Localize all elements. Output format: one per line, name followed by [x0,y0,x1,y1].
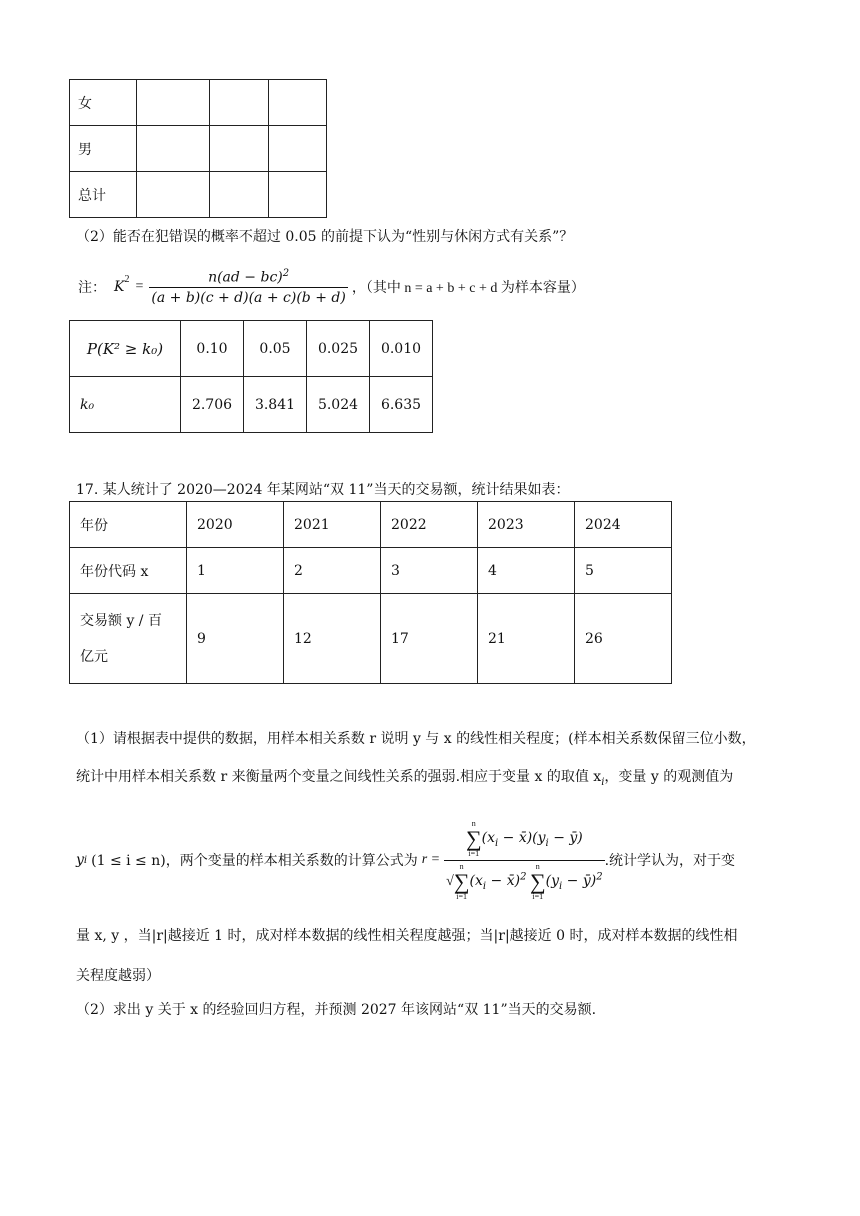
table-cell [137,126,210,172]
year-cell: 2024 [575,502,672,548]
critical-value-table [69,320,433,433]
k-value: 6.635 [370,377,433,433]
gender-row-label: 女 [70,80,137,126]
part-1-line-4: 量 x, y ，当|r|越接近 1 时，成对样本数据的线性相关程度越强；当|r|越接近 0 时，成对样本数据的线性相 [76,928,738,944]
note-prefix: 注： [78,281,106,296]
amount-cell: 17 [381,594,478,684]
table-cell [210,80,269,126]
part-2-text: （2）求出 y 关于 x 的经验回归方程，并预测 2027 年该网站“双 11”当天的交易额. [76,1002,597,1018]
row-label-year: 年份 [70,502,187,548]
table-cell [137,80,210,126]
p-value: 0.10 [181,321,244,377]
gender-row-label: 男 [70,126,137,172]
question-2-text: （2）能否在犯错误的概率不超过 0.05 的前提下认为“性别与休闲方式有关系”？ [76,229,574,245]
gender-table [69,79,327,218]
table-cell [269,172,327,218]
table-cell [137,172,210,218]
table-cell [210,172,269,218]
code-cell: 3 [381,548,478,594]
amount-cell: 9 [187,594,284,684]
part-1-line-2-tail: ，变量 y 的观测值为 [604,769,734,785]
k-value: 3.841 [244,377,307,433]
amount-cell: 26 [575,594,672,684]
note-suffix: ，（其中 n = a + b + c + d 为样本容量） [351,281,585,296]
gender-row-label: 总计 [70,172,137,218]
p-value: 0.05 [244,321,307,377]
transaction-table [69,501,672,684]
y-symbol: y [76,852,84,868]
code-cell: 4 [478,548,575,594]
code-cell: 5 [575,548,672,594]
part-1-line-5: 关程度越弱） [76,968,160,984]
k2-symbol: K [114,279,125,295]
question-17-title: 17. 某人统计了 2020—2024 年某网站“双 11”当天的交易额，统计结果如表： [76,482,570,498]
p-value: 0.010 [370,321,433,377]
k-value: 2.706 [181,377,244,433]
code-cell: 1 [187,548,284,594]
k0-label: k₀ [70,377,181,433]
year-cell: 2023 [478,502,575,548]
code-cell: 2 [284,548,381,594]
part-1-line-1: （1）请根据表中提供的数据，用样本相关系数 r 说明 y 与 x 的线性相关程度；(样本相关系数保留三位小数， [76,731,756,747]
k-value: 5.024 [307,377,370,433]
year-cell: 2022 [381,502,478,548]
row-label-code: 年份代码 x [70,548,187,594]
row-label-amount [70,594,187,684]
part-1-line-3-tail: .统计学认为，对于变 [604,853,736,869]
k2-denominator: (a + b)(c + d)(a + c)(b + d) [149,287,347,306]
table-cell [269,80,327,126]
part-1-line-3: y i (1 ≤ i ≤ n)，两个变量的样本相关系数的计算公式为 r = n ∑ i=1 ($x_i$ − $x̄)(y_i$ − ȳ) √ n ∑ i=1 ($x_i$ − x̄)$^2$ n ∑ i=1 ($y_i$ − ȳ)$^2$ .统计学认为，对于变 [76,818,736,901]
part-1-line-2-text: 统计中用样本相关系数 r 来衡量两个变量之间线性关系的强弱.相应于变量 x 的取值 x [76,769,602,785]
chi-square-formula: 注： K $^2$ = $\frac{n(ad - bc)^2}{(a + b)(c + d)(a + c)(b + d)}$ ，（其中 n = a + b + c + d 为样本容量） [78,267,585,307]
k2-numerator: n(ad − bc) [208,269,283,286]
part-1-line-3-text: (1 ≤ i ≤ n)，两个变量的样本相关系数的计算公式为 [91,853,418,869]
probability-label: P(K² ≥ k₀) [70,321,181,377]
amount-cell: 12 [284,594,381,684]
table-cell [269,126,327,172]
correlation-formula: n ∑ i=1 ($x_i$ − $x̄)(y_i$ − ȳ) √ n ∑ i=1 ($x_i$ − x̄)$^2$ n ∑ i=1 ($y_i$ − ȳ)$^2$ [446,818,603,901]
year-cell: 2021 [284,502,381,548]
amount-label-line1: 交易额 y / 百 [80,612,162,629]
year-cell: 2020 [187,502,284,548]
p-value: 0.025 [307,321,370,377]
table-cell [210,126,269,172]
k2-fraction: $\frac{n(ad - bc)^2}{(a + b)(c + d)(a + c)(b + d)}$ [151,267,346,307]
amount-label-line2: 亿元 [80,648,108,665]
part-1-line-2: 统计中用样本相关系数 r 来衡量两个变量之间线性关系的强弱.相应于变量 x 的取值 $x_i$，变量 y 的观测值为 [76,769,734,788]
amount-cell: 21 [478,594,575,684]
